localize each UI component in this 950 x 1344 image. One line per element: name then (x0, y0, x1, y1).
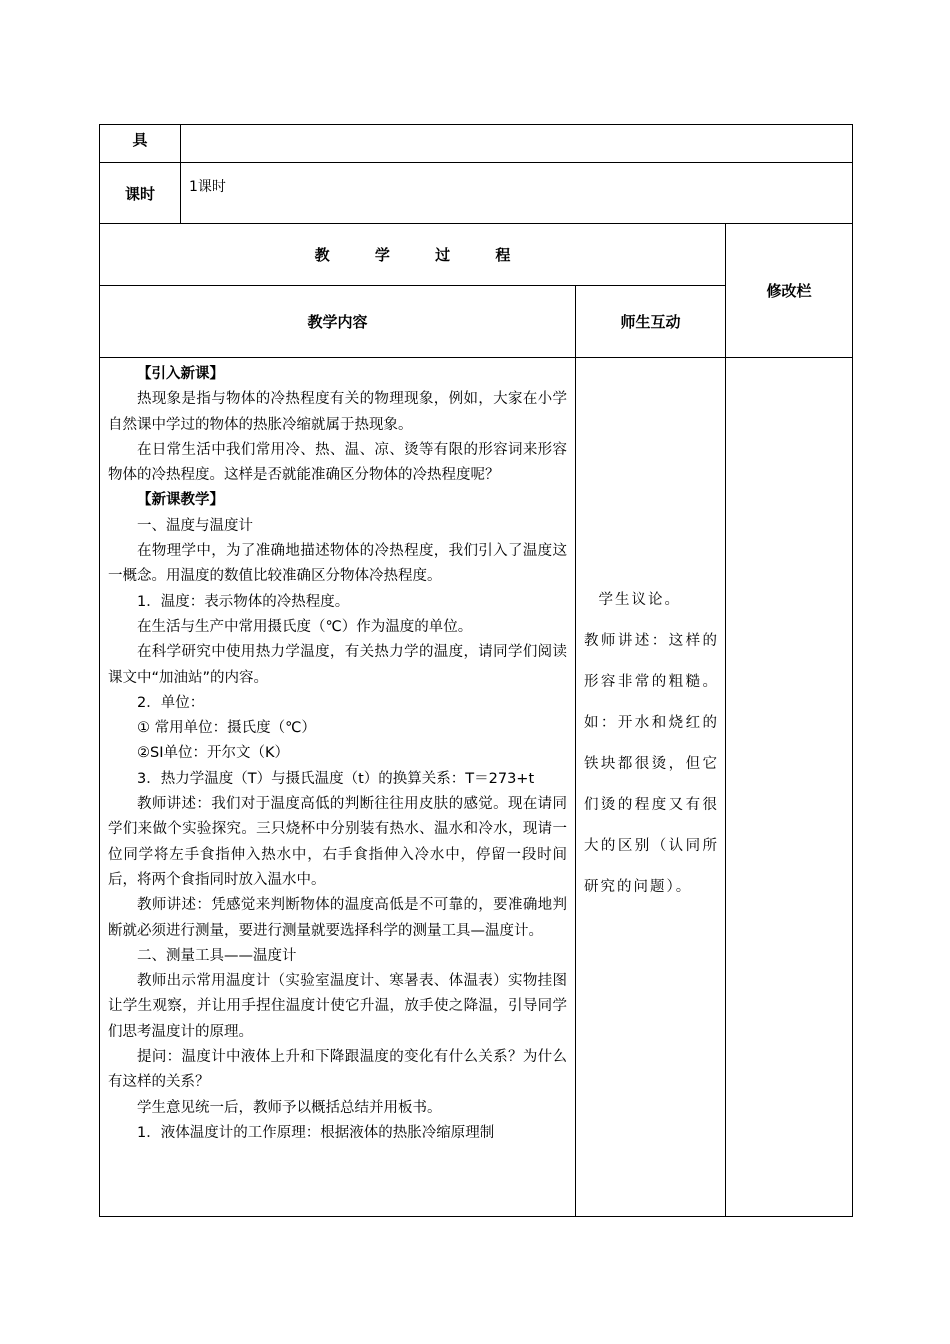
content-paragraph: 2．单位： (137, 694, 205, 711)
process-row (100, 224, 853, 286)
content-paragraph: 教师讲述：凭感觉来判断物体的温度高低是不可靠的，要准确地判断就必须进行测量，要进行测量就要选择科学的测量工具—温度计。 (108, 897, 567, 939)
process-title-cell (100, 224, 726, 286)
content-paragraph: 在生活与生产中常用摄氏度（℃）作为温度的单位。 (137, 618, 473, 635)
content-paragraph: 教师讲述：我们对于温度高低的判断往往用皮肤的感觉。现在请同学们来做个实验探究。三只烧杯中分别装有热水、温水和冷水，现请一位同学将左手食指伸入热水中，右手食指伸入冷水中，停留一段时间后，将两个食指同时放入温水中。 (108, 796, 567, 888)
interaction-cell (576, 358, 726, 1217)
content-paragraph: 3．热力学温度（T）与摄氏温度（t）的换算关系：T＝273+t (137, 770, 535, 787)
content-paragraph: 在科学研究中使用热力学温度，有关热力学的温度，请同学们阅读课文中“加油站”的内容。 (108, 644, 567, 686)
tools-row (100, 125, 853, 163)
content-paragraph: 热现象是指与物体的冷热程度有关的物理现象，例如，大家在小学自然课中学过的物体的热胀冷缩就属于热现象。 (108, 391, 567, 433)
content-paragraph: ②SI单位：开尔文（K） (137, 745, 289, 762)
content-paragraph: 学生意见统一后，教师予以概括总结并用板书。 (137, 1099, 442, 1116)
interaction-note: 学生议论。 (598, 592, 681, 608)
subsection-heading: 一、温度与温度计 (137, 517, 253, 534)
content-paragraph: 1．液体温度计的工作原理：根据液体的热胀冷缩原理制 (137, 1124, 495, 1141)
tools-label: 具 (100, 125, 181, 163)
process-title: 教 学 过 程 (314, 246, 531, 264)
interaction-header: 师生互动 (576, 286, 726, 358)
hours-label: 课时 (100, 163, 181, 224)
content-paragraph: 教师出示常用温度计（实验室温度计、寒暑表、体温表）实物挂图让学生观察，并让用手捏住温度计使它升温，放手使之降温，引导同学们思考温度计的原理。 (108, 973, 567, 1040)
content-paragraph: ① 常用单位：摄氏度（℃） (137, 720, 316, 737)
body-row (100, 358, 853, 1217)
hours-row (100, 163, 853, 224)
lesson-plan-table (99, 124, 853, 1217)
section-intro-heading: 【引入新课】 (137, 366, 224, 382)
revision-cell (726, 358, 853, 1217)
content-paragraph: 在物理学中，为了准确地描述物体的冷热程度，我们引入了温度这一概念。用温度的数值比较准确区分物体冷热程度。 (108, 543, 567, 585)
content-paragraph: 提问：温度计中液体上升和下降跟温度的变化有什么关系？为什么有这样的关系？ (108, 1049, 567, 1091)
tools-value (181, 125, 853, 163)
content-paragraph: 1．温度：表示物体的冷热程度。 (137, 593, 350, 610)
hours-value: 1课时 (181, 163, 853, 224)
subsection-heading: 二、测量工具——温度计 (137, 947, 297, 964)
teaching-content-cell (100, 358, 576, 1217)
section-new-lesson-heading: 【新课教学】 (137, 492, 224, 509)
interaction-note: 教师讲述：这样的形容非常的粗糙。如：开水和烧红的铁块都很烫，但它们烫的程度又有很大的区别（认同所研究的问题）。 (584, 633, 719, 895)
content-header: 教学内容 (100, 286, 576, 358)
revision-header: 修改栏 (726, 224, 853, 358)
content-paragraph: 在日常生活中我们常用冷、热、温、凉、烫等有限的形容词来形容物体的冷热程度。这样是否就能准确区分物体的冷热程度呢？ (108, 441, 567, 484)
